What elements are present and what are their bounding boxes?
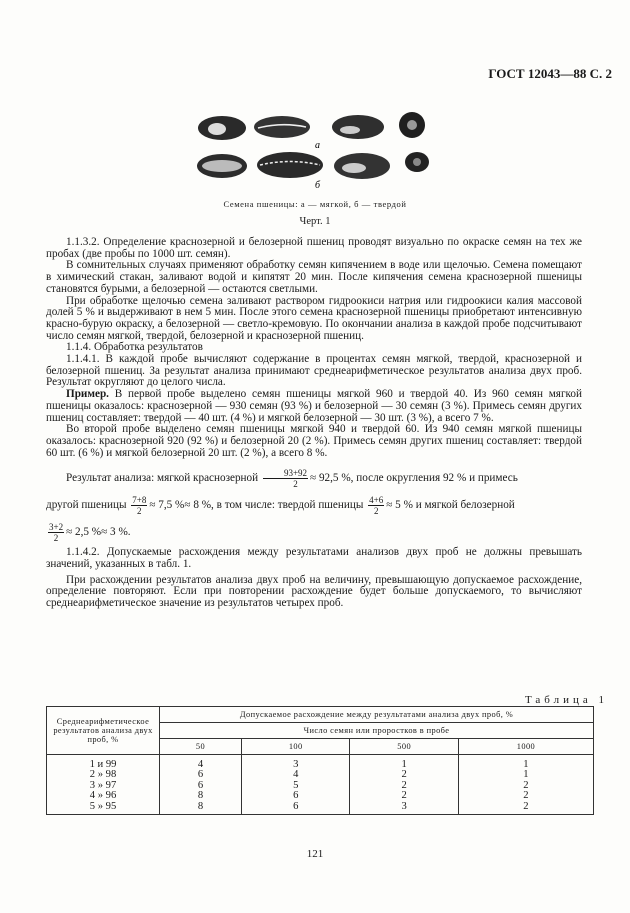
- seed-a-3: [332, 115, 384, 139]
- table-cell: 5: [241, 781, 349, 791]
- table-cell: 3: [241, 755, 349, 771]
- label-a: а: [315, 140, 320, 151]
- table-cell: 2: [458, 802, 593, 815]
- seed-row-a: [198, 112, 425, 140]
- paragraph-doubtful: В сомнительных случаях применяют обработку семян кипячением в воде или щелочью. Семена помещают в химический стакан, заливают водой и кипятят 20 мин. После кипячения семена краснозерной пшеницы становятся бурыми, а белозерной — остаются светлыми.: [46, 259, 582, 295]
- paragraph-1-1-4-1: 1.1.4.1. В каждой пробе вычисляют содержание в процентах семян мягкой, твердой, краснозерной и белозерной пшениц. За результат анализа принимают среднеарифметическое результатов анализа двух проб. Результат округляют до целого числа.: [46, 353, 582, 389]
- seed-a-3-shine: [340, 126, 360, 134]
- table-header-group: Допускаемое расхождение между результатами анализа двух проб, %: [160, 707, 594, 723]
- table-row-label: 5 » 95: [47, 802, 160, 815]
- table-row-label: 4 » 96: [47, 791, 160, 801]
- paragraph-example: [46, 389, 582, 424]
- table-cell: 3: [350, 802, 458, 815]
- table-cell: 6: [241, 791, 349, 801]
- document-body: [46, 237, 582, 610]
- paragraph-second-sample: Во второй пробе выделено семян пшеницы мягкой 940 и твердой 60. Из 940 семян мягкой пшеницы оказалось: краснозерной 920 (92 %) и белозерной 20 (2 %). Примесь семян других пшениц составляет: твердой 60 шт. (6 %) и мягкой белозерной 20 шт. (2 %), а всего 8 %.: [46, 423, 582, 459]
- table-header-main: Среднеарифметическое результатов анализа двух проб, %: [47, 707, 160, 755]
- page-number: 121: [306, 848, 324, 860]
- table-header-sub: Число семян или проростков в пробе: [160, 723, 594, 739]
- table-cell: 4: [241, 770, 349, 780]
- seed-b-4-cross: [413, 158, 421, 166]
- table-cell: 2: [350, 791, 458, 801]
- example-text: В первой пробе выделено семян пшеницы мягкой 960 и твердой 40. Из 960 семян мягкой пшеницы оказалось: краснозерной — 930 семян (93 %) и белозерной — 30 семян (3 %). Примесь семян других пшениц составляет: твердой — 40 шт. (4 %) и мягкой белозерной — 30 шт. (3 %), а всего 7 %.: [46, 388, 582, 424]
- table-caption: Таблица 1: [524, 694, 608, 706]
- paragraph-alkali: При обработке щелочью семена заливают раствором гидроокиси натрия или гидроокиси калия массовой долей 5 % и выдерживают в нем 5 мин. После этого семена краснозерной пшеницы приобретают интенсивную красно-бурую окраску, а белозерной — светло-кремовую. По окончании анализа в каждой пробе подсчитывают число семян мягкой, твердой, белозерной и краснозерной пшениц.: [46, 294, 582, 342]
- table-row-label: 2 » 98: [47, 770, 160, 780]
- figure-caption: Семена пшеницы: а — мягкой, б — твердой: [223, 199, 407, 209]
- formula-line-3: $\frac{3+2}{2}$ ≈ 2,5 %≈ 3 %.: [49, 522, 131, 544]
- table-cell: 1: [350, 755, 458, 771]
- table-row: [47, 770, 594, 780]
- table-cell: 8: [160, 791, 242, 801]
- table-cell: 6: [241, 802, 349, 815]
- seed-b-1-body: [202, 160, 242, 172]
- seed-b-2: [257, 152, 323, 178]
- paragraph-1-1-3-2: 1.1.3.2. Определение краснозерной и белозерной пшениц проводят визуально по окраске семян на тех же пробах (две пробы по 1000 шт. семян).: [46, 236, 582, 260]
- table-cell: 2: [458, 791, 593, 801]
- table-cell: 6: [160, 770, 242, 780]
- table-col-header: 1000: [458, 739, 593, 755]
- seed-a-4-cross: [407, 120, 417, 130]
- table-col-header: 100: [241, 739, 349, 755]
- fraction-2: $\frac{7+8}{2}$: [132, 495, 147, 517]
- tolerance-table: [46, 706, 594, 815]
- paragraph-1-1-4: 1.1.4. Обработка результатов: [66, 341, 203, 354]
- table-col-header: 50: [160, 739, 242, 755]
- fraction-4: $\frac{3+2}{2}$: [49, 522, 64, 544]
- example-label: Пример.: [66, 388, 109, 401]
- table-cell: 2: [350, 770, 458, 780]
- seed-row-b: [197, 152, 429, 179]
- seed-figure: [190, 108, 440, 198]
- seed-b-3-shine: [342, 163, 366, 173]
- table-row-label: 3 » 97: [47, 781, 160, 791]
- table-row-label: 1 и 99: [47, 755, 160, 771]
- table-cell: 1: [458, 770, 593, 780]
- paragraph-1-1-4-2: 1.1.4.2. Допускаемые расхождения между результатами анализов двух проб не должны превышать значений, указанных в табл. 1.: [46, 546, 582, 571]
- table-row: [47, 755, 594, 771]
- fraction-1: $\frac{93+92}{2}$: [263, 468, 308, 489]
- table-cell: 2: [458, 781, 593, 791]
- page-header: ГОСТ 12043—88 С. 2: [488, 66, 612, 81]
- paragraph-repeat: При расхождении результатов анализа двух проб на величину, превышающую допускаемое расхождение, определение повторяют. Если при повторении расхождение будет больше допускаемого, то вычисляют среднеарифметическое значение из результатов четырех проб.: [46, 573, 582, 610]
- table-cell: 4: [160, 755, 242, 771]
- table-cell: 8: [160, 802, 242, 815]
- fraction-3: $\frac{4+6}{2}$: [369, 495, 384, 517]
- table-col-header: 500: [350, 739, 458, 755]
- formula-line-1: Результат анализа: мягкой краснозерной $\frac{93+92}{2}$ ≈ 92,5 %, после округления 92 % и примесь: [66, 468, 518, 490]
- table-row: [47, 802, 594, 815]
- label-b: б: [315, 180, 321, 191]
- table-cell: 1: [458, 755, 593, 771]
- table-row: [47, 791, 594, 801]
- table-row: [47, 781, 594, 791]
- table-cell: 6: [160, 781, 242, 791]
- figure-number: Черт. 1: [299, 216, 331, 227]
- table-cell: 2: [350, 781, 458, 791]
- seed-a-1-germ: [208, 123, 226, 135]
- formula-line-2: другой пшеницы $\frac{7+8}{2}$ ≈ 7,5 %≈ 8 %, в том числе: твердой пшеницы $\frac{4+6}{2}$ ≈ 5 % и мягкой белозерной: [46, 495, 515, 517]
